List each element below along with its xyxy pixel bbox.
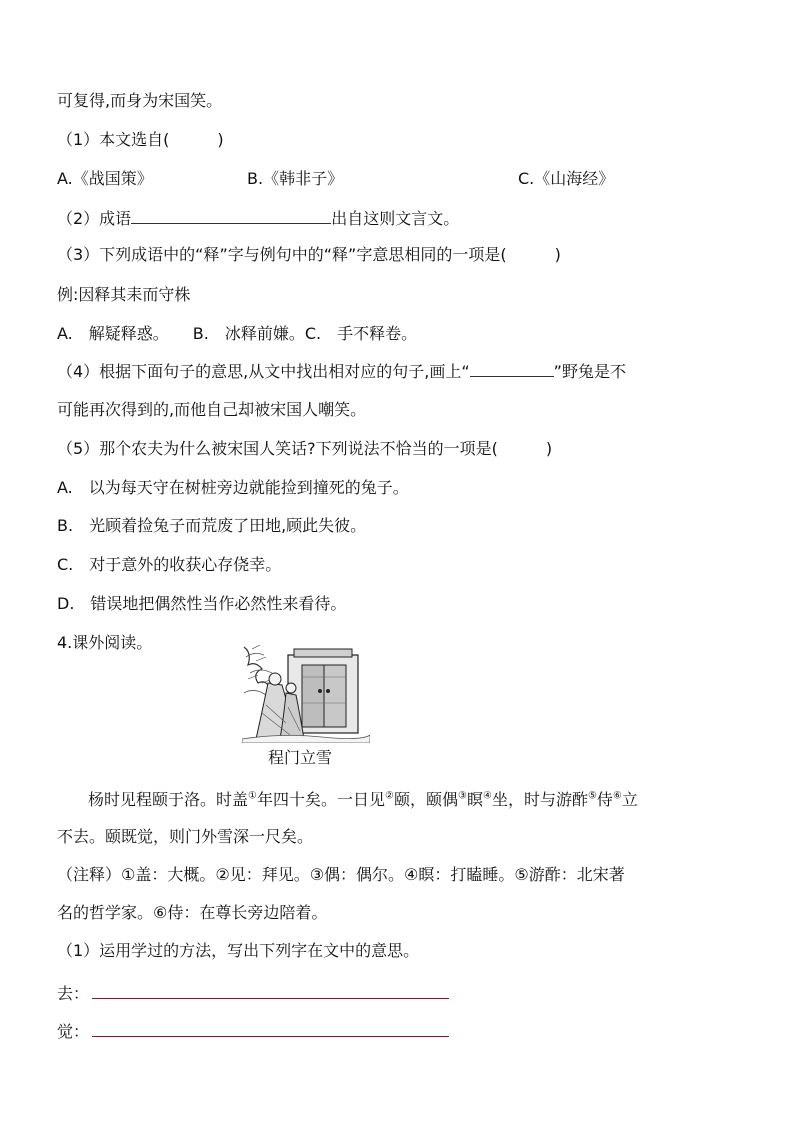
passage-paragraph-line-2: 不去。颐既觉，则门外雪深一尺矣。 [57, 827, 314, 846]
annotation-line-2: 名的哲学家。⑥侍：在尊长旁边陪着。 [57, 903, 328, 922]
footnote-mark-6: ⑥ [612, 790, 622, 802]
question-4-line-2: 可能再次得到的,而他自己却被宋国人嘲笑。 [57, 400, 367, 419]
question-5: （5）那个农夫为什么被宋国人笑话?下列说法不恰当的一项是( ) [57, 439, 553, 458]
p1-text-c: 颐，颐偶 [393, 790, 458, 809]
p1-text-b: 年四十矣。一日见 [256, 790, 385, 809]
footnote-mark-1: ① [248, 790, 257, 802]
footnote-mark-2: ② [385, 790, 394, 802]
q5-option-b: B. 光顾着捡兔子而荒废了田地,顾此失彼。 [57, 516, 367, 535]
answer-line-qu[interactable] [92, 998, 449, 999]
answer-line-jue[interactable] [92, 1036, 449, 1037]
q1-option-c: C.《山海经》 [518, 169, 615, 188]
q1-option-a: A.《战国策》 [57, 169, 153, 188]
illustration-snow-at-door [242, 643, 370, 743]
question-2 [57, 207, 459, 230]
illustration-image [242, 643, 370, 743]
q4-suffix: ”野兔是不 [553, 362, 626, 381]
q5-option-a: A. 以为每天守在树桩旁边就能捡到撞死的兔子。 [57, 478, 409, 497]
p1-text-e: 坐，时与游酢 [491, 790, 588, 809]
passage-paragraph-line-1 [88, 789, 638, 811]
q5-option-d: D. 错误地把偶然性当作必然性来看待。 [57, 594, 347, 613]
footnote-mark-4: ④ [482, 790, 492, 802]
annotation-line-1: （注释）①盖：大概。②见：拜见。③偶：偶尔。④瞑：打瞌睡。⑤游酢：北宋著 [57, 865, 625, 884]
q2-answer-blank[interactable] [131, 207, 331, 224]
task-1: （1）运用学过的方法，写出下列字在文中的意思。 [57, 941, 420, 960]
section-4-heading: 4.课外阅读。 [57, 633, 153, 652]
p1-text-a: 杨时见程颐于洛。时盖 [88, 790, 249, 809]
q2-prefix: （2）成语 [57, 209, 132, 228]
footnote-mark-3: ③ [457, 790, 467, 802]
word-label-qu: 去： [57, 984, 90, 1003]
question-4-line-1 [57, 360, 626, 383]
footnote-mark-5: ⑤ [587, 790, 597, 802]
question-1: （1）本文选自( ) [57, 130, 224, 149]
question-3: （3）下列成语中的“释”字与例句中的“释”字意思相同的一项是( ) [57, 245, 561, 264]
word-label-jue: 觉： [57, 1022, 90, 1041]
q3-example: 例:因释其耒而守株 [57, 285, 191, 304]
q4-prefix: （4）根据下面句子的意思,从文中找出相对应的句子,画上“ [57, 362, 470, 381]
p1-text-g: 立 [621, 790, 638, 809]
q4-answer-blank[interactable] [470, 360, 554, 377]
q3-options: A. 解疑释惑。 B. 冰释前嫌。C. 手不释卷。 [57, 324, 418, 343]
q5-option-c: C. 对于意外的收获心存侥幸。 [57, 555, 282, 574]
passage-line-end: 可复得,而身为宋国笑。 [57, 91, 223, 110]
p1-text-d: 瞑 [466, 790, 483, 809]
q1-option-b: B.《韩非子》 [247, 169, 344, 188]
q2-suffix: 出自这则文言文。 [331, 209, 460, 228]
illustration-caption: 程门立雪 [268, 748, 333, 767]
p1-text-f: 侍 [596, 790, 613, 809]
